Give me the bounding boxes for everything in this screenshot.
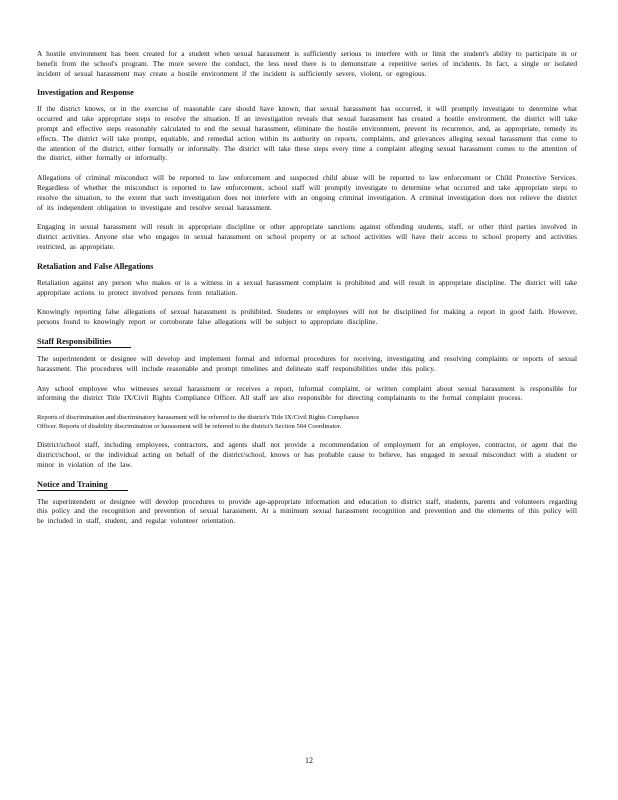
paragraph-procedures: The superintendent or designee will develop and implement formal and informal procedures for receiving, investigating and resolving complaints or reports of sexual harassment. The procedures will include reasonable and prompt timelines and delineate staff responsibilities under this policy. — [37, 353, 577, 373]
referral-line-1: Reports of discrimination and discriminatory harassment will be referred to the district's Title IX/Civil Rights Compliance — [37, 414, 360, 422]
heading-retaliation — [37, 262, 577, 272]
paragraph-training: The superintendent or designee will develop procedures to provide age-appropriate information and education to district staff, students, parents and volunteers regarding this policy and the recognition and prevention of sexual harassment. At a minimum sexual harassment recognition and prevention and the elements of this policy will be included in staff, student, and regular volunteer orientation. — [37, 496, 577, 526]
paragraph-retaliation: Retaliation against any person who makes or is a witness in a sexual harassment complaint is prohibited and will result in appropriate discipline. The district will take appropriate actions to protect involved persons from retaliation. — [37, 277, 577, 297]
page-number: 12 — [305, 756, 313, 765]
paragraph-discipline: Engaging in sexual harassment will result in appropriate discipline or other appropriate sanctions against offending students, staff, or other third parties involved in district activities. Anyone else who engages in sexual harassment on school property or at school activities will have their access to school property and activities restricted, as appropriate. — [37, 222, 577, 251]
heading-notice-training — [37, 480, 577, 491]
paragraph-investigation: If the district knows, or in the exercise of reasonable care should have known, that sexual harassment has occurred, it will promptly investigate to determine what occurred and take appropriate steps to resolve the situation. If an investigation reveals that sexual harassment has created a hostile environment, the district will take prompt and effective steps reasonably calculated to end the sexual harassment, eliminate the hostile environment, prevent its recurrence, and, as appropriate, remedy its effects. The district will take prompt, equitable, and remedial action within its authority on reports, complaints, and grievances alleging sexual harassment that come to the attention of the district, either formally or informally. The district will take these steps every time a complaint alleging sexual harassment comes to the attention of the district, either formally or informally. — [37, 104, 577, 163]
heading-investigation — [37, 88, 577, 98]
paragraph-employee-reporting: Any school employee who witnesses sexual harassment or receives a report, informal complaint, or written complaint about sexual harassment is responsible for informing the district Title IX/Civil Rights Compliance Officer. All staff are also responsible for directing complainants to the formal complaint process. — [37, 383, 577, 403]
heading-staff-responsibilities — [37, 337, 577, 348]
heading-staff-responsibilities-text: Staff Responsibilities — [37, 337, 131, 348]
paragraph-recommendation: District/school staff, including employees, contractors, and agents shall not provide a recommendation of employment for an employee, contractor, or agent that the district/school, or the individual acting on behalf of the district/school, knows or has probable cause to believe, has engaged in sexual misconduct with a student or minor in violation of the law. — [37, 440, 577, 469]
heading-investigation-text: Investigation and Response — [37, 88, 134, 98]
heading-retaliation-text: Retaliation and False Allegations — [37, 261, 154, 271]
heading-notice-training-text: Notice and Training — [37, 480, 128, 491]
paragraph-referrals — [37, 413, 577, 431]
paragraph-criminal-misconduct: Allegations of criminal misconduct will be reported to law enforcement and suspected child abuse will be reported to law enforcement or Child Protective Services. Regardless of whether the misconduct is reported to law enforcement, school staff will promptly investigate to determine what occurred and take appropriate steps to resolve the situation, to the extent that such investigation does not interfere with an ongoing criminal investigation. A criminal investigation does not relieve the district of its independent obligation to investigate and resolve sexual harassment. — [37, 173, 577, 212]
paragraph-false-allegations: Knowingly reporting false allegations of sexual harassment is prohibited. Students or employees will not be disciplined for making a report in good faith. However, persons found to knowingly report or corroborate false allegations will be subject to appropriate discipline. — [37, 307, 577, 327]
document-body — [37, 49, 577, 536]
paragraph-hostile-environment: A hostile environment has been created for a student when sexual harassment is sufficiently serious to interfere with or limit the student's ability to participate in or benefit from the school's program. The more severe the conduct, the less need there is to demonstrate a repetitive series of incidents. In fact, a single or isolated incident of sexual harassment may create a hostile environment if the incident is sufficiently severe, violent, or egregious. — [37, 49, 577, 78]
referral-line-2: Officer. Reports of disability discrimination or harassment will be referred to the district's Section 504 Coordinator. — [37, 423, 342, 431]
